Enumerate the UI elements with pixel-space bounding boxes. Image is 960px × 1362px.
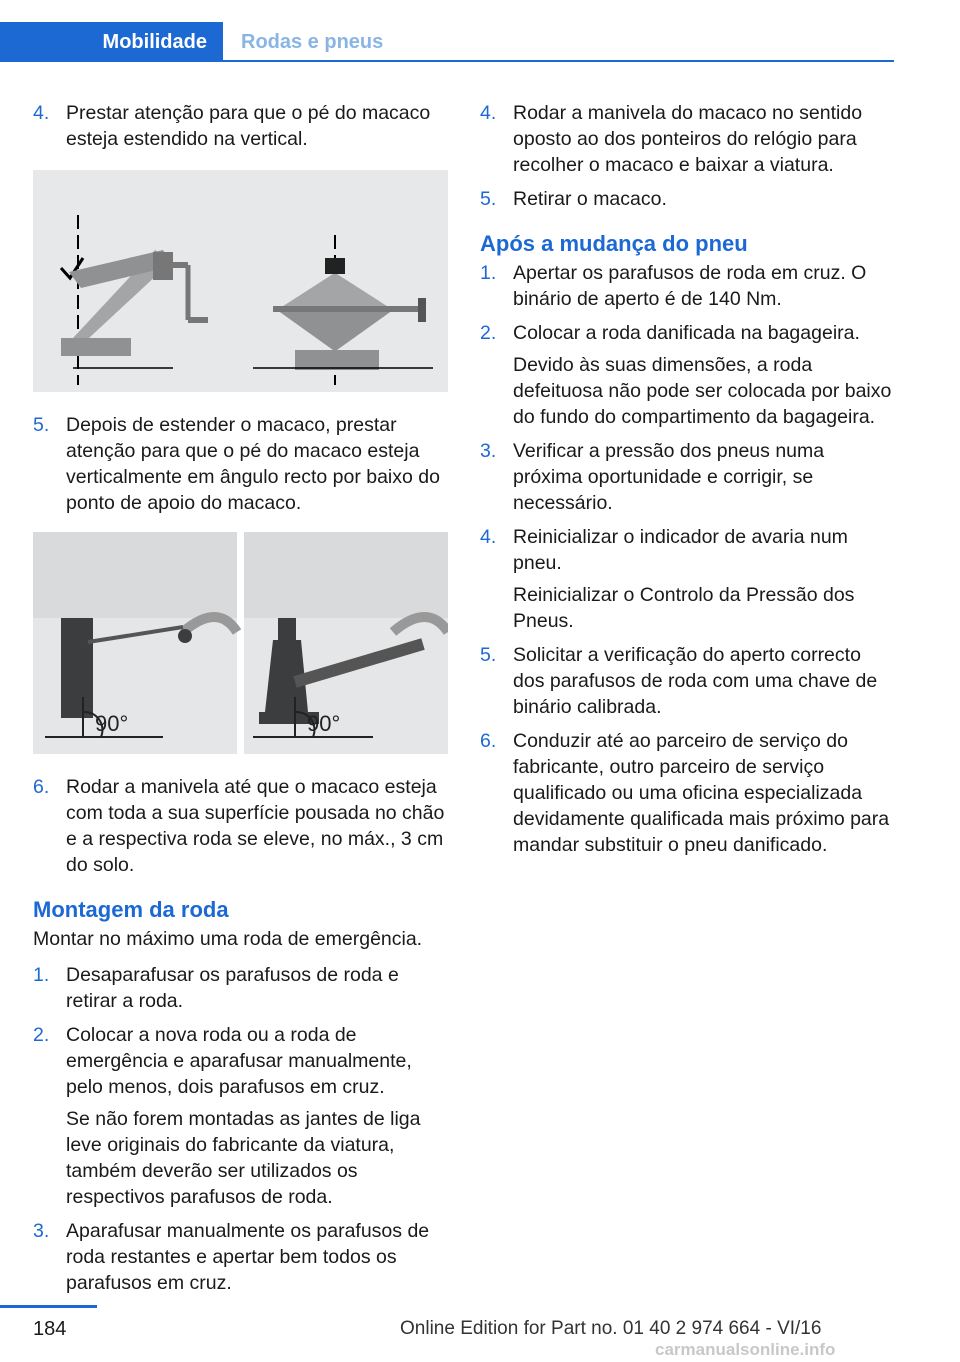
item-text: Verificar a pressão dos pneus numa próxima oportunidade e corrigir, se necessário. [513,440,825,514]
item-text: Rodar a manivela até que o macaco esteja com toda a sua superfície pousada no chão e a respectiva roda se eleve, no máx., 3 cm do solo. [66,776,445,876]
right-column [480,100,895,866]
list-item [480,438,895,516]
item-text: Retirar o macaco. [513,188,667,210]
item-text: Solicitar a verificação do aperto correcto dos parafusos de roda com uma chave de binário calibrada. [513,644,878,718]
item-number: 1. [33,964,50,986]
edition-text: Online Edition for Part no. 01 40 2 974 664 - VI/16 [400,1318,822,1339]
breadcrumb-tab-mobilidade[interactable] [0,22,223,62]
item-subtext: Devido às suas dimensões, a roda defeituosa não pode ser colocada por baixo do fundo do compartimento da bagageira. [513,354,892,428]
list-item [480,642,895,720]
left-column [33,100,448,1304]
watermark: carmanualsonline.info [655,1340,836,1359]
item-number: 6. [480,730,497,752]
item-number: 2. [480,322,497,344]
item-text: Colocar a roda danificada na bagageira. [513,322,860,344]
item-number: 1. [480,262,497,284]
item-number: 2. [33,1024,50,1046]
list-item [33,412,448,516]
list-item [480,320,895,430]
list-item [480,186,895,212]
item-text: Colocar a nova roda ou a roda de emergência e aparafusar manualmente, pelo menos, dois parafusos em cruz. [66,1024,412,1098]
item-text: Rodar a manivela do macaco no sentido oposto ao dos ponteiros do relógio para recolher o macaco e baixar a viatura. [513,102,863,176]
item-number: 3. [480,440,497,462]
item-text: Conduzir até ao parceiro de serviço do fabricante, outro parceiro de serviço qualificado ou uma oficina especializada devidamente qualificada mais próximo para mandar substituir o pneu danificado. [513,730,890,856]
item-number: 4. [33,102,50,124]
angle-label: 90° [95,711,129,736]
breadcrumb-tab-rodas-pneus[interactable] [223,22,894,62]
jack-right-angle-illustration [33,532,448,754]
jack-diagram-figure [33,170,448,392]
list-item [480,260,895,312]
list-item [33,1218,448,1296]
item-subtext: Reinicializar o Controlo da Pressão dos Pneus. [513,584,855,632]
item-number: 3. [33,1220,50,1242]
list-item [33,1022,448,1210]
angle-label: 90° [307,711,341,736]
list-item [480,728,895,858]
item-text: Prestar atenção para que o pé do macaco esteja estendido na vertical. [66,102,431,150]
list-item [33,100,448,152]
page-number: 184 [33,1318,67,1340]
item-subtext: Se não forem montadas as jantes de liga leve originais do fabricante da viatura, também deverão ser utilizados os respectivos parafusos de roda. [66,1108,421,1208]
item-text: Desaparafusar os parafusos de roda e retirar a roda. [66,964,399,1012]
jack-angle-figure [33,532,448,754]
item-text: Reinicializar o indicador de avaria num pneu. [513,526,848,574]
header-divider [223,60,894,62]
item-number: 5. [480,644,497,666]
item-text: Apertar os parafusos de roda em cruz. O binário de aperto é de 140 Nm. [513,262,867,310]
jack-orientation-illustration [33,170,448,392]
item-number: 5. [33,414,50,436]
section-intro: Montar no máximo uma roda de emergência. [33,928,423,950]
list-item [480,524,895,634]
breadcrumb-label: Rodas e pneus [241,30,384,53]
item-number: 6. [33,776,50,798]
list-item [480,100,895,178]
section-heading: Após a mudança do pneu [480,231,748,256]
item-number: 5. [480,188,497,210]
breadcrumb-label: Mobilidade [102,30,207,53]
item-text: Aparafusar manualmente os parafusos de roda restantes e apertar bem todos os parafusos em cruz. [66,1220,430,1294]
item-number: 4. [480,102,497,124]
item-number: 4. [480,526,497,548]
list-item [33,774,448,878]
list-item [33,962,448,1014]
section-heading: Montagem da roda [33,897,229,922]
item-text: Depois de estender o macaco, prestar atenção para que o pé do macaco esteja verticalmente em ângulo recto por baixo do ponto de apoio do macaco. [66,414,440,514]
footer-divider [0,1305,97,1308]
